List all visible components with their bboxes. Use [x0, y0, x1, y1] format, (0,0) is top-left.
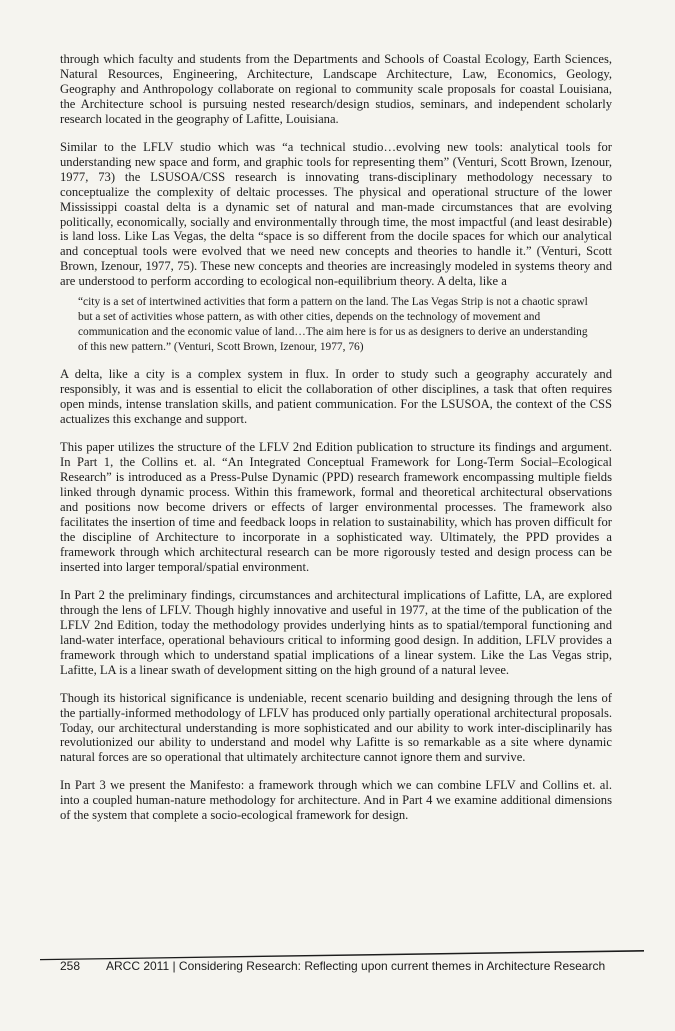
- paragraph-1: through which faculty and students from the Departments and Schools of Coastal Ecology, Earth Sciences, Natural Resources, Engineering, Architecture, Landscape Architecture, Law, Economics, Geology, Geography and Anthropology collaborate on regional to community scale proposals for coastal Louisiana, the Architecture school is pursuing nested research/design studios, seminars, and independent scholarly research located in the geography of Lafitte, Louisiana.: [60, 52, 612, 126]
- paragraph-2: Similar to the LFLV studio which was “a technical studio…evolving new tools: analytical tools for understanding new space and form, and graphic tools for representing them” (Venturi, Scott Brown, Izenour, 1977, 73) the LSUSOA/CSS research is innovating trans-disciplinary methodology necessary to conceptualize the complexity of deltaic processes. The physical and operational structure of the lower Mississippi coastal delta is a dynamic set of natural and man-made circumstances that are evolving politically, economically, socially and environmentally through time, the most impactful (and least desirable) is land loss. Like Las Vegas, the delta “space is so different from the docile spaces for which our analytical and conceptual tools were evolved that we need new concepts and theories to handle it.” (Venturi, Scott Brown, Izenour, 1977, 75). These new concepts and theories are increasingly modeled in systems theory and are understood to perform according to ecological non-equilibrium theory. A delta, like a: [60, 139, 612, 289]
- paragraph-7: In Part 3 we present the Manifesto: a framework through which we can combine LFLV and Collins et. al. into a coupled human-nature methodology for architecture. And in Part 4 we examine additional dimensions of the system that complete a socio-ecological framework for design.: [60, 778, 612, 823]
- running-title: ARCC 2011 | Considering Research: Reflecting upon current themes in Architecture Research: [106, 959, 606, 973]
- paragraph-3: A delta, like a city is a complex system in flux. In order to study such a geography accurately and responsibly, it was and is essential to elicit the collaboration of other disciplines, a task that often requires open minds, intense translation skills, and patient communication. For the LSUSOA, the context of the CSS actualizes this exchange and support.: [60, 367, 612, 427]
- body-text: [60, 52, 612, 836]
- paragraph-4: This paper utilizes the structure of the LFLV 2nd Edition publication to structure its findings and argument. In Part 1, the Collins et. al. “An Integrated Conceptual Framework for Long-Term Social–Ecological Research” is introduced as a Press-Pulse Dynamic (PPD) research framework encompassing multiple fields linked through dynamic process. Within this framework, formal and theoretical architectural observations and positions now become drivers or effects of larger environmental processes. The framework also facilitates the insertion of time and feedback loops in relation to sustainability, which has proven difficult for the discipline of Architecture to incorporate in a sophisticated way. Ultimately, the PPD provides a framework through which architectural research can be more rigorously tested and design process can be inserted into larger temporal/spatial environment.: [60, 440, 612, 574]
- paragraph-5: In Part 2 the preliminary findings, circumstances and architectural implications of Lafitte, LA, are explored through the lens of LFLV. Though highly innovative and useful in 1977, at the time of the publication of the LFLV 2nd Edition, today the methodology provides underlying hints as to spatial/temporal functioning and land-water interface, operational behaviours critical to informing good design. In addition, LFLV provides a framework through which to understand spatial implications of a linear system. Like the Las Vegas strip, Lafitte, LA is a linear swath of development sitting on the high ground of a natural levee.: [60, 587, 612, 677]
- block-quote: “city is a set of intertwined activities that form a pattern on the land. The Las Vegas Strip is not a chaotic sprawl but a set of activities whose pattern, as with other cities, depends on the technology of movement and communication and the economic value of land…The aim here is for us as designers to derive an understanding of this new pattern.” (Venturi, Scott Brown, Izenour, 1977, 76): [78, 296, 588, 353]
- page-number: 258: [60, 959, 81, 973]
- paragraph-6: Though its historical significance is undeniable, recent scenario building and designing through the lens of the partially-informed methodology of LFLV has produced only partially operational architectural proposals. Today, our architectural understanding is more sophisticated and our ability to work inter-disciplinarily has revolutionized our ability to understand and model why Lafitte is so remarkable as a site where dynamic natural forces are so operational that ultimately architecture cannot ignore them and survive.: [60, 690, 612, 765]
- page-footer: [60, 958, 640, 976]
